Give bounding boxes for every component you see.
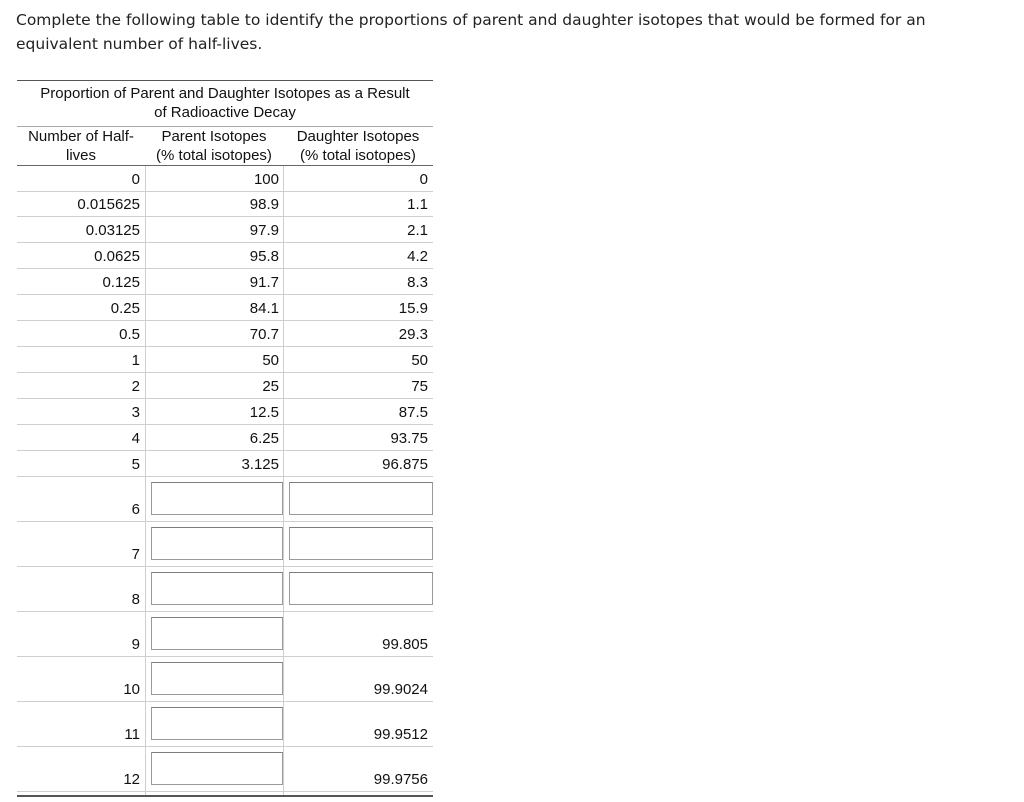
half-lives-cell: 4: [131, 430, 140, 447]
parent-percent-cell: 50: [262, 352, 279, 369]
column-header-daughter-line1: Daughter Isotopes: [296, 128, 420, 145]
table-caption: [17, 84, 433, 122]
parent-percent-input[interactable]: [151, 482, 283, 515]
daughter-percent-cell: 87.5: [398, 404, 428, 421]
daughter-percent-input[interactable]: [289, 572, 433, 605]
half-lives-cell: 7: [131, 546, 140, 563]
parent-percent-cell: 3.125: [241, 456, 279, 473]
table-row: [17, 269, 433, 295]
column-header-parent: [145, 127, 283, 165]
table-row: [17, 347, 433, 373]
daughter-percent-cell: 0: [419, 171, 428, 188]
table-row: [17, 191, 433, 217]
table-top-border: [17, 80, 433, 81]
daughter-percent-cell: 99.9756: [373, 771, 428, 788]
table-row: [17, 295, 433, 321]
parent-percent-cell: 91.7: [249, 274, 279, 291]
half-lives-cell: 10: [123, 681, 140, 698]
parent-percent-input[interactable]: [151, 572, 283, 605]
parent-percent-input[interactable]: [151, 617, 283, 650]
daughter-percent-cell: 75: [411, 378, 428, 395]
half-lives-cell: 2: [131, 378, 140, 395]
table-row: [17, 747, 433, 792]
daughter-percent-cell: 99.9512: [373, 726, 428, 743]
table-row: [17, 321, 433, 347]
parent-percent-cell: 12.5: [249, 404, 279, 421]
half-lives-cell: 0.125: [102, 274, 140, 291]
daughter-percent-cell: 1.1: [407, 196, 428, 213]
daughter-percent-cell: 96.875: [382, 456, 428, 473]
table-row: [17, 567, 433, 612]
daughter-percent-cell: 99.805: [382, 636, 428, 653]
parent-percent-cell: 97.9: [249, 222, 279, 239]
half-lives-cell: 11: [124, 726, 140, 743]
parent-percent-cell: 25: [262, 378, 279, 395]
table-caption-line2: of Radioactive Decay: [154, 104, 296, 121]
table-caption-line1: Proportion of Parent and Daughter Isotopes as a Result: [40, 85, 410, 102]
half-lives-cell: 1: [131, 352, 140, 369]
parent-percent-cell: 84.1: [249, 300, 279, 317]
parent-percent-input[interactable]: [151, 527, 283, 560]
table-row: [17, 399, 433, 425]
table-row: [17, 657, 433, 702]
parent-percent-input[interactable]: [151, 662, 283, 695]
table-row: [17, 477, 433, 522]
parent-percent-input[interactable]: [151, 707, 283, 740]
parent-percent-cell: 6.25: [249, 430, 279, 447]
daughter-percent-cell: 50: [411, 352, 428, 369]
instructions-text: Complete the following table to identify the proportions of parent and daughter isotopes that would be formed for an equivalent number of half-lives.: [16, 11, 926, 53]
half-lives-cell: 8: [131, 591, 140, 608]
daughter-percent-input[interactable]: [289, 527, 433, 560]
column-header-parent-line1: Parent Isotopes: [161, 128, 267, 145]
daughter-percent-input[interactable]: [289, 482, 433, 515]
column-header-daughter: [283, 127, 433, 165]
column-header-half-lives-line2: lives: [65, 147, 96, 164]
parent-percent-cell: 98.9: [249, 196, 279, 213]
daughter-percent-cell: 99.9024: [373, 681, 428, 698]
half-lives-cell: 0: [131, 171, 140, 188]
half-lives-cell: 0.5: [119, 326, 140, 343]
daughter-percent-cell: 2.1: [407, 222, 428, 239]
half-lives-cell: 12: [123, 771, 140, 788]
column-header-half-lives-line1: Number of Half-: [28, 128, 134, 145]
parent-percent-input[interactable]: [151, 752, 283, 785]
parent-percent-cell: 70.7: [249, 326, 279, 343]
table-bottom-border: [17, 795, 433, 797]
column-header-parent-line2: (% total isotopes): [156, 147, 272, 164]
parent-percent-cell: 95.8: [249, 248, 279, 265]
parent-percent-cell: 100: [253, 171, 279, 188]
daughter-percent-cell: 4.2: [407, 248, 428, 265]
table-row: [17, 165, 433, 192]
table-row: [17, 425, 433, 451]
half-lives-cell: 3: [131, 404, 140, 421]
isotope-table: [17, 80, 433, 796]
table-row: [17, 217, 433, 243]
half-lives-cell: 5: [131, 456, 140, 473]
table-row: [17, 612, 433, 657]
half-lives-cell: 0.03125: [85, 222, 140, 239]
half-lives-cell: 6: [131, 501, 140, 518]
daughter-percent-cell: 15.9: [398, 300, 428, 317]
half-lives-cell: 0.25: [110, 300, 140, 317]
column-header-daughter-line2: (% total isotopes): [300, 147, 416, 164]
half-lives-cell: 0.015625: [77, 196, 140, 213]
column-header-half-lives: [17, 127, 145, 165]
table-row: [17, 522, 433, 567]
table-row: [17, 451, 433, 477]
table-row: [17, 702, 433, 747]
half-lives-cell: 9: [131, 636, 140, 653]
half-lives-cell: 0.0625: [94, 248, 140, 265]
table-row: [17, 373, 433, 399]
daughter-percent-cell: 93.75: [390, 430, 428, 447]
daughter-percent-cell: 8.3: [407, 274, 428, 291]
daughter-percent-cell: 29.3: [398, 326, 428, 343]
table-row: [17, 243, 433, 269]
